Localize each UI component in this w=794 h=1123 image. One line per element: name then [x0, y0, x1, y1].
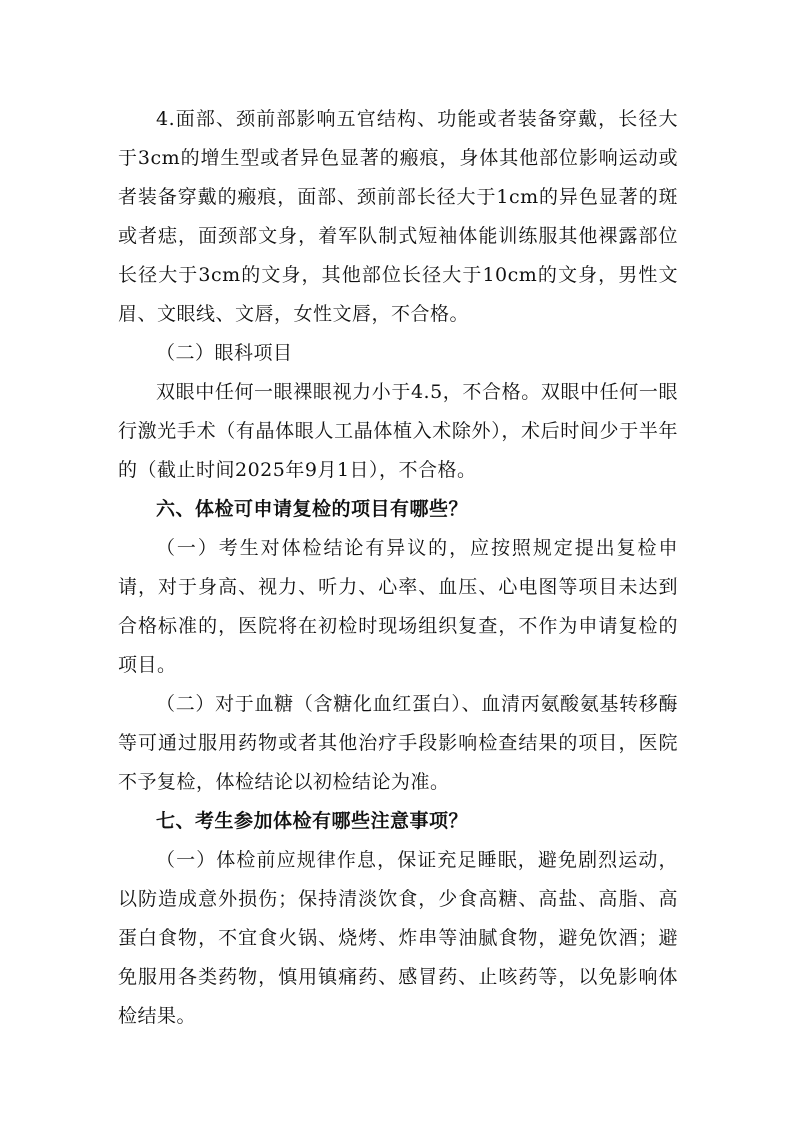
section-heading-recheck: 六、体检可申请复检的项目有哪些？	[156, 498, 469, 520]
paragraph-notes-1: （一）体检前应规律作息，保证充足睡眠，避免剧烈运动，以防造成意外损伤；保持清淡饮食，少食高糖、高盐、高脂、高蛋白食物，不宜食火锅、烧烤、炸串等油腻食物，避免饮酒；避免服用各类药物，慎用镇痛药、感冒药、止咳药等，以免影响体检结果。	[118, 849, 678, 1027]
paragraph-skin-criteria: 4.面部、颈前部影响五官结构、功能或者装备穿戴，长径大于3cm的增生型或者异色显著的瘢痕，身体其他部位影响运动或者装备穿戴的瘢痕，面部、颈前部长径大于1cm的异色显著的斑或者痣，面颈部文身，着军队制式短袖体能训练服其他裸露部位长径大于3cm的文身，其他部位长径大于10cm的文身，男性文眉、文眼线、文唇，女性文唇，不合格。	[118, 108, 678, 325]
document-body	[118, 100, 678, 1036]
paragraph-recheck-1: （一）考生对体检结论有异议的，应按照规定提出复检申请，对于身高、视力、听力、心率、血压、心电图等项目未达到合格标准的，医院将在初检时现场组织复查，不作为申请复检的项目。	[118, 537, 678, 676]
paragraph-recheck-2: （二）对于血糖（含糖化血红蛋白）、血清丙氨酸氨基转移酶等可通过服用药物或者其他治疗手段影响检查结果的项目，医院不予复检，体检结论以初检结论为准。	[118, 693, 678, 793]
section-heading-notes: 七、考生参加体检有哪些注意事项？	[156, 810, 469, 832]
subheading-ophthalmology: （二）眼科项目	[156, 342, 293, 364]
paragraph-vision-criteria: 双眼中任何一眼裸眼视力小于4.5，不合格。双眼中任何一眼行激光手术（有晶体眼人工晶体植入术除外），术后时间少于半年的（截止时间2025年9月1日），不合格。	[118, 381, 678, 481]
